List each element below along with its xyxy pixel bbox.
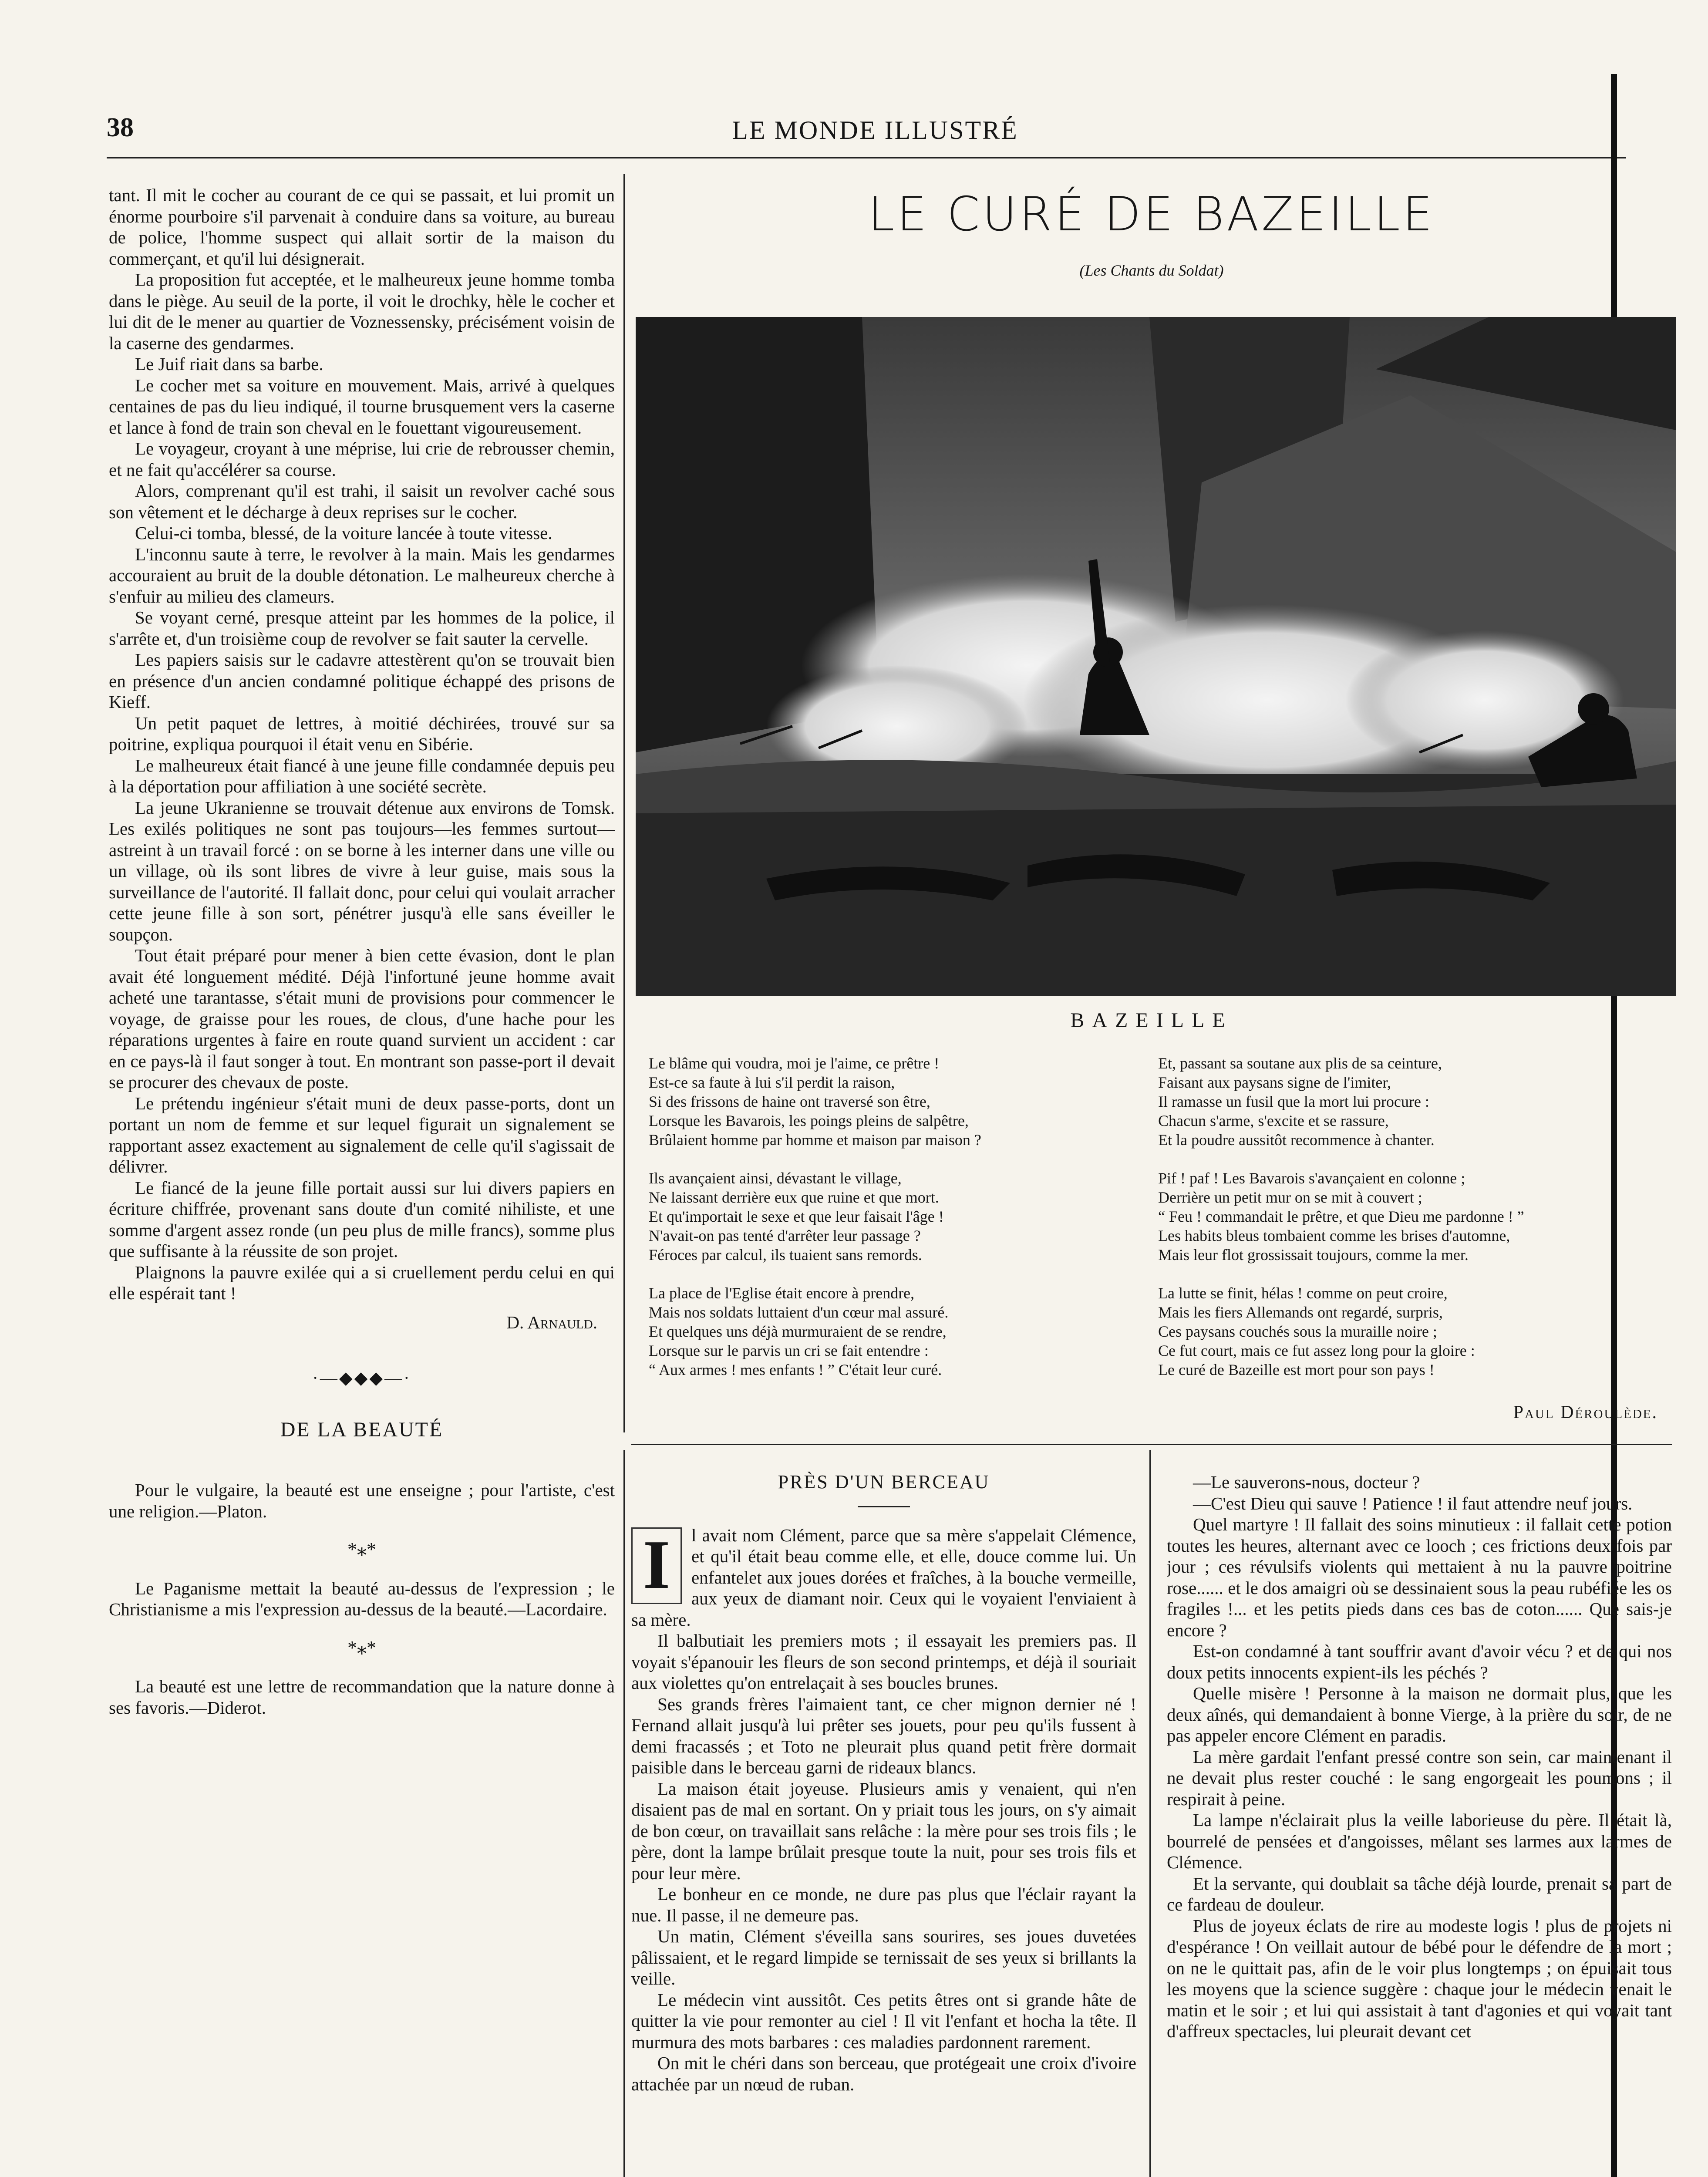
poem-line: La lutte se finit, hélas ! comme on peut croire, [1158, 1284, 1448, 1302]
header-rule [107, 157, 1626, 158]
left-paragraph: Tout était préparé pour mener à bien cette évasion, dont le plan avait été longuement médité. Déjà l'infortuné jeune homme avait acheté une tarantasse, s'était muni de provisions pour commencer le voyage, de graisse pour les roues, de clous, d'une hache pour les réparations urgentes à faire en route quand survient un accident : car en ce pays-là il faut songer à tout. En montrant son passe-port il devait se procurer des chevaux de poste. [109, 945, 615, 1092]
story-paragraph: Quel martyre ! Il fallait des soins minutieux : il fallait cette potion toutes les heures, alternant avec ce looch ; ces frictions deux fois par jour ; ces révulsifs violents qui mettaient à nu la pauvre poitrine rose...... et le dos amaigri où se dessinaient sous la peau rubéfiée les os fragiles !... et les petits pieds dans ces bas de coton...... Que sais-je encore ? [1167, 1514, 1672, 1640]
story-right-column [1167, 1472, 1672, 2177]
story-paragraph: —C'est Dieu qui sauve ! Patience ! il faut attendre neuf jours. [1193, 1493, 1633, 1513]
illustration-caption: BAZEILLE [1070, 1009, 1233, 1032]
poem-line: Les habits bleus tombaient comme les brises d'automne, [1158, 1227, 1510, 1244]
left-paragraph: Se voyant cerné, presque atteint par les hommes de la police, il s'arrête et, d'un troisième coup de revolver se fait sauter la cervelle. [109, 607, 615, 649]
poem-title: LE CURÉ DE BAZEILLE [868, 187, 1435, 242]
poem-line: Et quelques uns déjà murmuraient de se rendre, [649, 1323, 947, 1340]
poem-line: N'avait-on pas tenté d'arrêter leur passage ? [649, 1227, 921, 1244]
story-paragraph: Un matin, Clément s'éveilla sans sourires, ses joues duvetées pâlissaient, et le regard limpide se ternissait de ses yeux si brillants la veille. [631, 1926, 1136, 1988]
poem-line: Ne laissant derrière eux que ruine et que mort. [649, 1189, 939, 1206]
poem-line: Le blâme qui voudra, moi je l'aime, ce prêtre ! [649, 1055, 940, 1072]
left-paragraph: La jeune Ukranienne se trouvait détenue aux environs de Tomsk. Les exilés politiques ne sont pas toujours—les femmes surtout—astreint à un travail forcé : on se borne à les interner dans une ville ou un village, où ils sont libres de vivre à leur guise, mais sous la surveillance de l'autorité. Il fallait donc, pour celui qui voulait arracher cette jeune fille à son sort, pénétrer jusqu'à elle sans éveiller le soupçon. [109, 797, 615, 944]
poem-line: Faisant aux paysans signe de l'imiter, [1158, 1074, 1391, 1091]
title-rule [858, 1506, 910, 1507]
poem-line: Mais leur flot grossissait toujours, comme la mer. [1158, 1246, 1469, 1264]
left-paragraph: Le fiancé de la jeune fille portait aussi sur lui divers papiers en écriture chiffrée, provenant sans doute d'un comité nihiliste, et une somme d'argent assez ronde (un peu plus de mille francs), somme plus que suffisante à la réussite de son projet. [109, 1177, 615, 1261]
column-rule-right-bottom [1149, 1450, 1151, 2177]
poem-line: Lorsque les Bavarois, les poings pleins de salpêtre, [649, 1112, 969, 1129]
poem-bottom-rule [631, 1444, 1672, 1445]
story-paragraph: l avait nom Clément, parce que sa mère s'appelait Clémence, et qu'il était beau comme elle, et elle, douce comme lui. Un enfantelet aux joues dorées et fraîches, à la bouche vermeille, aux yeux de diamant noir. Ceux qui le voyaient l'enviaient à sa mère. [631, 1525, 1136, 1630]
poem-right-column [1158, 1054, 1646, 1399]
left-paragraph: Les papiers saisis sur le cadavre attestèrent qu'on se trouvait bien en présence d'un ancien condamné politique échappé des prisons de Kieff. [109, 650, 615, 712]
page-number: 38 [107, 113, 134, 142]
left-paragraph: Le cocher met sa voiture en mouvement. Mais, arrivé à quelques centaines de pas du lieu indiqué, il tourne brusquement vers la caserne et lance à fond de train son cheval en le fouettant vigoureusement. [109, 375, 615, 438]
story-paragraph: Est-on condamné à tant souffrir avant d'avoir vécu ? et de qui nos doux petits innocents expient-ils les péchés ? [1167, 1641, 1672, 1682]
story-paragraph: La mère gardait l'enfant pressé contre son sein, car maintenant il ne devait plus rester couché : le sang engorgeait les poumons ; il respirait à peine. [1167, 1746, 1672, 1809]
poem-line: “ Feu ! commandait le prêtre, et que Dieu me pardonne ! ” [1158, 1208, 1524, 1225]
left-paragraph: La proposition fut acceptée, et le malheureux jeune homme tomba dans le piège. Au seuil de la porte, il voit le drochky, hèle le cocher et lui dit de le mener au quartier de Voznessensky, précisément voisin de la caserne des gendarmes. [109, 270, 615, 353]
poem-line: Il ramasse un fusil que la mort lui procure : [1158, 1093, 1429, 1110]
story-paragraph: La maison était joyeuse. Plusieurs amis y venaient, qui n'en disaient pas de mal en sortant. On y priait tous les jours, on s'y aimait de bon cœur, on travaillait sans relâche : la mère pour ses trois fils ; le père, dont la lampe brûlait presque toute la nuit, pour ses trois fils et pour leur mère. [631, 1778, 1136, 1883]
poem-line: Le curé de Bazeille est mort pour son pays ! [1158, 1361, 1435, 1378]
left-paragraph: Le prétendu ingénieur s'était muni de deux passe-ports, dont un portant un nom de femme et sur lequel figurait un signalement se rapportant assez exactement au signalement de celle qu'il s'agissait de délivrer. [109, 1093, 615, 1176]
poem-line: Ce fut court, mais ce fut assez long pour la gloire : [1158, 1342, 1475, 1359]
poem-line: “ Aux armes ! mes enfants ! ” C'était leur curé. [649, 1361, 942, 1378]
poem-stanza [1158, 1054, 1646, 1149]
asterism: *⁎* [347, 1539, 376, 1560]
left-paragraph: Le voyageur, croyant à une méprise, lui crie de rebrousser chemin, et ne fait qu'accélérer sa course. [109, 438, 615, 480]
poem-line: Pif ! paf ! Les Bavarois s'avançaient en colonne ; [1158, 1169, 1465, 1187]
poem-line: Chacun s'arme, s'excite et se rassure, [1158, 1112, 1389, 1129]
story-paragraph: Plus de joyeux éclats de rire au modeste logis ! plus de projets ni d'espérance ! On veillait autour de bébé pour le défendre de la mort ; on ne le quittait pas, afin de le voir plus longtemps ; on épuisait tous les moyens que la science suggère : chaque jour le médecin venait le matin et le soir ; et lui qui assistait à tant d'agonies et qui voyait tant d'affreux spectacles, lui pleurait devant cet [1167, 1915, 1672, 2041]
poem-stanza [1158, 1169, 1646, 1264]
poem-line: Ces paysans couchés sous la muraille noire ; [1158, 1323, 1437, 1340]
story-left-column [631, 1472, 1136, 2177]
section-ornament: ·—◆◆◆—· [312, 1368, 411, 1388]
quote-diderot: La beauté est une lettre de recommandation que la nature donne à ses favoris.—Diderot. [109, 1676, 615, 1718]
quote-platon: Pour le vulgaire, la beauté est une enseigne ; pour l'artiste, c'est une religion.—Platon. [109, 1480, 615, 1521]
article-signature: D. Arnauld. [506, 1312, 597, 1332]
drop-cap: I [631, 1527, 682, 1604]
poem-stanza [649, 1284, 1136, 1379]
left-paragraph: tant. Il mit le cocher au courant de ce qui se passait, et lui promit un énorme pourboire s'il parvenait à conduire dans sa voiture, au bureau de police, l'homme suspect qui allait sortir de la maison du commerçant, et qu'il lui désignerait. [109, 185, 615, 269]
story-paragraph: Le médecin vint aussitôt. Ces petits êtres ont si grande hâte de quitter la vie pour remonter au ciel ! Il vit l'enfant et hocha la tête. Il murmura des mots barbares : ces maladies pardonnent rarement. [631, 1989, 1136, 2052]
story-paragraph: Il balbutiait les premiers mots ; il essayait les premiers pas. Il voyait s'épanouir les fleurs de son second printemps, et déjà il souriait aux violettes qu'on entrelaçait à ses boucles brunes. [631, 1631, 1136, 1693]
poem-line: Est-ce sa faute à lui s'il perdit la raison, [649, 1074, 895, 1091]
poem-stanza [649, 1169, 1136, 1264]
poem-stanza [649, 1054, 1136, 1149]
poem-line: Si des frissons de haine ont traversé son être, [649, 1093, 930, 1110]
poem-line: Lorsque sur le parvis un cri se fait entendre : [649, 1342, 929, 1359]
poem-line: Mais les fiers Allemands ont regardé, surpris, [1158, 1304, 1443, 1321]
poem-line: Et, passant sa soutane aux plis de sa ceinture, [1158, 1055, 1442, 1072]
story-paragraph: Ses grands frères l'aimaient tant, ce cher mignon dernier né ! Fernand allait jusqu'à lui prêter ses jouets, pour peu qu'ils fussent à demi fracassés ; et Toto ne pleurait plus quand petit frère dormait paisible dans le berceau garni de rideaux blancs. [631, 1694, 1136, 1777]
section-heading-beaute: DE LA BEAUTÉ [280, 1418, 444, 1441]
story-paragraph: On mit le chéri dans son berceau, que protégeait une croix d'ivoire attachée par un nœud de ruban. [631, 2053, 1136, 2094]
poem-line: Ils avançaient ainsi, dévastant le village, [649, 1169, 902, 1187]
poem-line: Et qu'importait le sexe et que leur faisait l'âge ! [649, 1208, 944, 1225]
story-paragraph: Et la servante, qui doublait sa tâche déjà lourde, prenait sa part de ce fardeau de douleur. [1167, 1873, 1672, 1914]
left-paragraph: Le Juif riait dans sa barbe. [135, 354, 323, 374]
story-title: PRÈS D'UN BERCEAU [778, 1472, 990, 1493]
left-paragraph: Alors, comprenant qu'il est trahi, il saisit un revolver caché sous son vêtement et le décharge à deux reprises sur le cocher. [109, 481, 615, 522]
left-paragraph: Un petit paquet de lettres, à moitié déchirées, trouvé sur sa poitrine, expliqua pourquoi il était venu en Sibérie. [109, 713, 615, 754]
poem-line: Mais nos soldats luttaient d'un cœur mal assuré. [649, 1304, 949, 1321]
left-paragraph: Le malheureux était fiancé à une jeune fille condamnée depuis peu à la déportation pour affiliation à une société secrète. [109, 755, 615, 796]
left-paragraph: Celui-ci tomba, blessé, de la voiture lancée à toute vitesse. [135, 523, 552, 543]
story-paragraph: Le bonheur en ce monde, ne dure pas plus que l'éclair rayant la nue. Il passe, il ne demeure pas. [631, 1884, 1136, 1925]
poem-left-column [649, 1054, 1136, 1399]
poem-line: Et la poudre aussitôt recommence à chanter. [1158, 1131, 1435, 1149]
quote-lacordaire: Le Paganisme mettait la beauté au-dessus de l'expression ; le Christianisme a mis l'expression au-dessus de la beauté.—Lacordaire. [109, 1578, 615, 1619]
poem-stanza [1158, 1284, 1646, 1379]
poem-line: La place de l'Eglise était encore à prendre, [649, 1284, 915, 1302]
left-column [109, 185, 615, 2177]
masthead-title: LE MONDE ILLUSTRÉ [732, 116, 1018, 145]
story-paragraph: La lampe n'éclairait plus la veille laborieuse du père. Il était là, bourrelé de pensées et d'angoisses, mêlant ses larmes aux larmes de Clémence. [1167, 1810, 1672, 1872]
poem-signature: Paul Déroulède. [1513, 1402, 1658, 1422]
poem-subtitle: (Les Chants du Soldat) [1079, 262, 1224, 279]
asterism: *⁎* [347, 1637, 376, 1658]
left-paragraph: Plaignons la pauvre exilée qui a si cruellement perdu celui en qui elle espérait tant ! [109, 1262, 615, 1303]
left-paragraph: L'inconnu saute à terre, le revolver à la main. Mais les gendarmes accouraient au bruit de la double détonation. Le malheureux cherche à s'enfuir au milieu des clameurs. [109, 544, 615, 607]
engraving-illustration [636, 317, 1676, 996]
column-rule-left [623, 174, 625, 1432]
poem-line: Brûlaient homme par homme et maison par maison ? [649, 1131, 981, 1149]
poem-line: Féroces par calcul, ils tuaient sans remords. [649, 1246, 922, 1264]
story-paragraph: Quelle misère ! Personne à la maison ne dormait plus, que les deux aînés, qui demandaient à bonne Vierge, à la prière du soir, de ne pas appeler encore Clément en paradis. [1167, 1683, 1672, 1746]
poem-line: Derrière un petit mur on se mit à couvert ; [1158, 1189, 1422, 1206]
story-paragraph: —Le sauverons-nous, docteur ? [1193, 1472, 1420, 1492]
column-rule-left-bottom [623, 1450, 625, 2177]
